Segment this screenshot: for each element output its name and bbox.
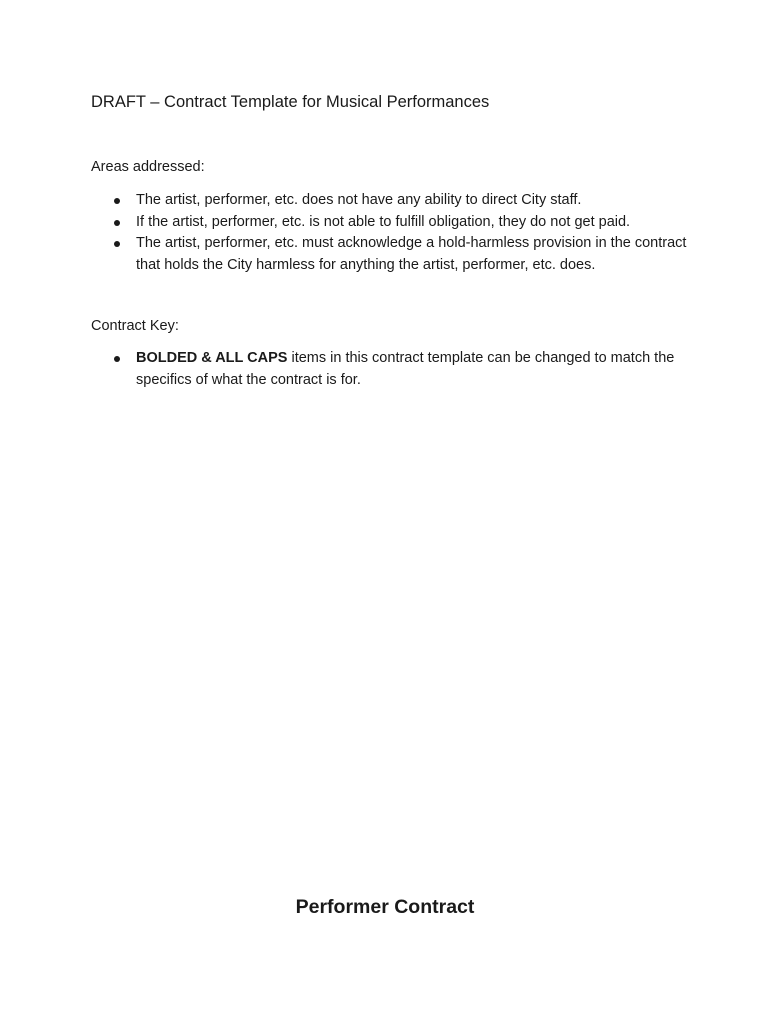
list-item: [91, 212, 691, 234]
bullet-icon: [114, 356, 120, 362]
list-item: [91, 190, 691, 212]
list-item-text: If the artist, performer, etc. is not able to fulfill obligation, they do not get paid.: [136, 213, 631, 230]
list-item: [91, 348, 691, 391]
contract-key-list: [91, 348, 691, 391]
list-item-text: The artist, performer, etc. does not have any ability to direct City staff.: [136, 192, 582, 208]
bullet-icon: [114, 220, 120, 226]
contract-key-label: Contract Key:: [91, 318, 179, 334]
document-title: DRAFT – Contract Template for Musical Performances: [91, 93, 490, 111]
list-item: [91, 233, 691, 276]
bold-caps-text: BOLDED & ALL CAPS: [136, 350, 288, 366]
list-item-text: The artist, performer, etc. must acknowledge a hold-harmless provision in the contract that holds the City harmless for anything the artist, performer, etc. does.: [136, 235, 687, 273]
areas-addressed-label: Areas addressed:: [91, 159, 205, 175]
key-item-text: items in this contract template can be changed to match the specifics of what the contract is for.: [136, 350, 675, 388]
bullet-icon: [114, 241, 120, 247]
areas-addressed-list: [91, 190, 691, 276]
bullet-icon: [114, 198, 120, 204]
contract-heading: Performer Contract: [295, 896, 475, 918]
